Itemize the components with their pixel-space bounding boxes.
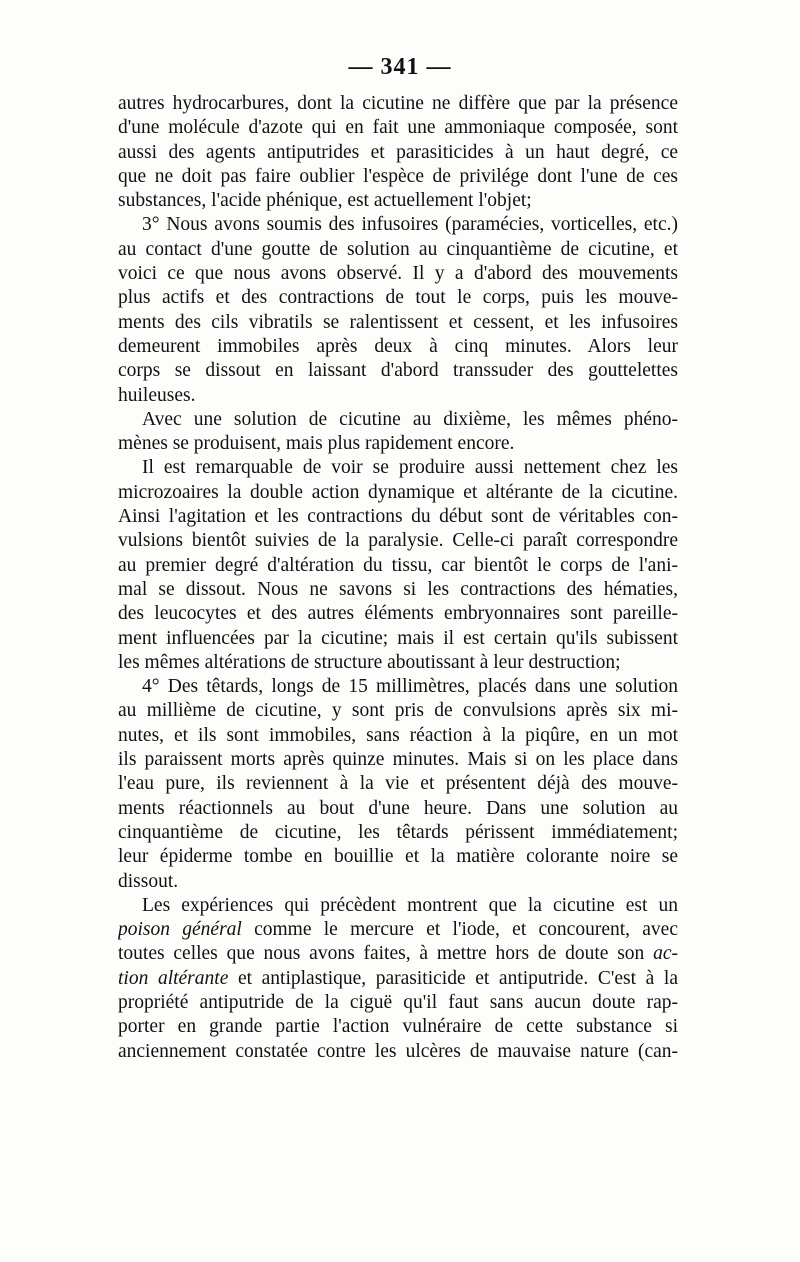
text-line: au millième de cicutine, y sont pris de convulsions après six mi- [118,700,678,722]
text-line: aussi des agents antiputrides et parasiticides à un haut degré, ce [118,141,678,163]
text-run: toutes celles que nous avons faites, à mettre hors de doute son [118,943,654,965]
text-line: mènes se produisent, mais plus rapidement encore. [118,433,515,455]
text-run: comme le mercure et l'iode, et concourent, avec [241,919,678,941]
text-line [118,1040,678,1064]
text-line [118,1015,678,1039]
text-line: microzoaires la double action dynamique et altérante de la cicutine. [118,481,678,503]
text-line [118,991,678,1015]
text-line: l'eau pure, ils reviennent à la vie et présentent déjà des mouve- [118,773,678,795]
text-line: au contact d'une goutte de solution au cinquantième de cicutine, et [118,238,678,260]
text-line: autres hydrocarbures, dont la cicutine ne diffère que par la présence [118,93,678,114]
text-line [118,894,678,918]
paragraph-3 [118,408,678,457]
text-line: leur épiderme tombe en bouillie et la matière colorante noire se [118,846,678,868]
paragraph-1 [118,92,678,213]
text-line [118,967,678,991]
text-line: Il est remarquable de voir se produire aussi nettement chez les [142,457,678,479]
text-line: corps se dissout en laissant d'abord transsuder des gouttelettes [118,360,678,382]
text-line: cinquantième de cicutine, les têtards périssent immédiatement; [118,821,678,843]
text-line: ils paraissent morts après quinze minutes. Mais si on les place dans [118,749,678,771]
text-line: huileuses. [118,384,196,406]
text-line: que ne doit pas faire oublier l'espèce de privilége dont l'une de ces [118,165,678,187]
text-line: substances, l'acide phénique, est actuellement l'objet; [118,190,532,212]
text-line: dissout. [118,870,179,892]
text-line: ments des cils vibratils se ralentissent et cessent, et les infusoires [118,311,678,333]
text-run: porter en grande partie l'action vulnéraire de cette substance si [118,1016,678,1038]
text-run: et antiplastique, parasiticide et antiputride. C'est à la [228,967,678,989]
paragraph-5 [118,675,678,894]
page-number: — 341 — [348,54,452,80]
text-line: nutes, et ils sont immobiles, sans réaction à la piqûre, en un mot [118,724,678,746]
text-line: voici ce que nous avons observé. Il y a d'abord des mouvements [118,263,678,285]
text-line: Avec une solution de cicutine au dixième, les mêmes phéno- [142,408,678,430]
paragraph-6 [118,894,678,1064]
text-line: des leucocytes et des autres éléments embryonnaires sont pareille- [118,603,678,625]
text-line: au premier degré d'altération du tissu, car bientôt le corps de l'ani- [118,554,678,576]
text-line: 3° Nous avons soumis des infusoires (paramécies, vorticelles, etc.) [142,214,678,236]
text-run-italic: ac- [653,943,678,965]
text-line: ment influencées par la cicutine; mais il est certain qu'ils subissent [118,627,678,649]
text-run: Les expériences qui précèdent montrent que la cicutine est un [142,894,678,916]
paragraph-2 [118,213,678,407]
text-run: anciennement constatée contre les ulcères de mauvaise nature (can- [118,1040,678,1062]
text-run: propriété antiputride de la ciguë qu'il faut sans aucun doute rap- [118,991,678,1013]
text-line: plus actifs et des contractions de tout le corps, puis les mouve- [118,287,678,309]
body-text [118,92,678,1064]
text-line: les mêmes altérations de structure aboutissant à leur destruction; [118,651,621,673]
text-line: vulsions bientôt suivies de la paralysie. Celle-ci paraît correspondre [118,530,678,552]
text-line: mal se dissout. Nous ne savons si les contractions des hématies, [118,578,678,600]
text-line: ments réactionnels au bout d'une heure. Dans une solution au [118,797,678,819]
paragraph-4 [118,456,678,675]
text-line: Ainsi l'agitation et les contractions du début sont de véritables con- [118,506,678,528]
text-line [118,942,678,966]
text-run-italic: tion altérante [118,967,229,989]
text-line: demeurent immobiles après deux à cinq minutes. Alors leur [118,335,678,357]
text-line: 4° Des têtards, longs de 15 millimètres, placés dans une solution [142,676,678,698]
text-line [118,918,678,942]
text-line: d'une molécule d'azote qui en fait une ammoniaque composée, sont [118,117,678,139]
text-run-italic: poison général [118,919,242,941]
